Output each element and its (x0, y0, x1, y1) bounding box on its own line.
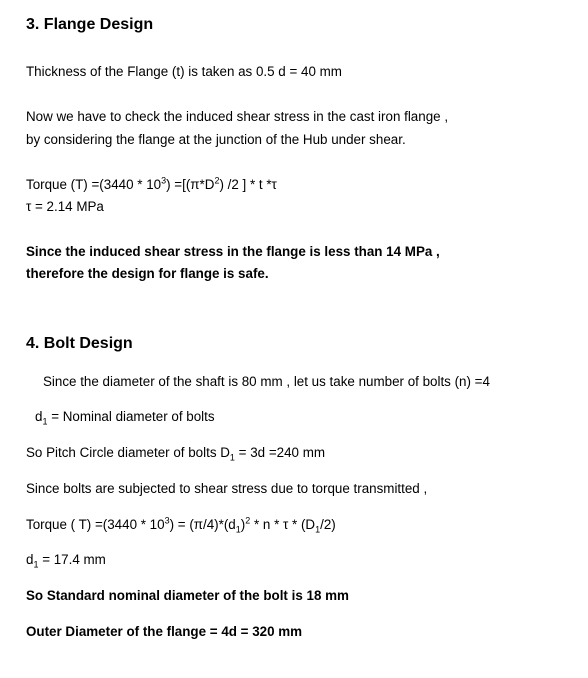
flange-torque-middle: ) =[(π*D (166, 177, 215, 192)
bolt-diameter-definition (35, 409, 215, 425)
d1-symbol: d (35, 409, 43, 424)
bolt-torque-equation (26, 517, 336, 533)
standard-bolt-diameter-text: So Standard nominal diameter of the bolt is 18 mm (26, 588, 349, 603)
bolt-torque-middle-2: ) (240, 517, 246, 532)
bolt-torque-middle-1: ) = (π/4)*(d (169, 517, 236, 532)
bolt-torque-prefix: Torque ( T) =(3440 * 10 (26, 517, 165, 532)
bolt-diameter-result (26, 552, 106, 568)
flange-thickness-text: Thickness of the Flange (t) is taken as 0.5 d = 40 mm (26, 64, 342, 79)
flange-torque-exponent-2: 2 (214, 175, 220, 186)
pitch-circle-diameter-text (26, 445, 325, 461)
d1-result-value: = 17.4 mm (38, 552, 106, 567)
flange-torque-equation (26, 177, 277, 193)
bolt-torque-middle-3: * n * τ * (D (250, 517, 316, 532)
bolt-torque-exponent: 3 (164, 515, 170, 526)
d1-result-symbol: d (26, 552, 34, 567)
section-4-heading: 4. Bolt Design (26, 335, 133, 352)
shaft-diameter-text: Since the diameter of the shaft is 80 mm , let us take number of bolts (n) =4 (43, 374, 490, 389)
flange-torque-prefix: Torque (T) =(3440 * 10 (26, 177, 162, 192)
flange-conclusion-line-2: therefore the design for flange is safe. (26, 266, 269, 281)
flange-conclusion-line-1: Since the induced shear stress in the flange is less than 14 MPa , (26, 244, 440, 259)
bolt-torque-subscript-1: 1 (235, 524, 241, 535)
section-3-heading: 3. Flange Design (26, 16, 154, 33)
shear-check-text-line-1: Now we have to check the induced shear stress in the cast iron flange , (26, 109, 449, 124)
flange-torque-exponent: 3 (161, 175, 167, 186)
d1-result-subscript: 1 (33, 559, 39, 570)
flange-torque-suffix: ) /2 ] * t *τ (219, 177, 277, 192)
flange-shear-stress-value: τ = 2.14 MPa (26, 199, 104, 214)
outer-flange-diameter-text: Outer Diameter of the flange = 4d = 320 mm (26, 624, 303, 639)
shear-check-text-line-2: by considering the flange at the junction of the Hub under shear. (26, 132, 406, 147)
pcd-subscript: 1 (229, 452, 235, 463)
bolt-torque-suffix: /2) (320, 517, 336, 532)
bolt-shear-text: Since bolts are subjected to shear stress due to torque transmitted , (26, 481, 428, 496)
d1-definition-text: = Nominal diameter of bolts (47, 409, 215, 424)
pcd-prefix: So Pitch Circle diameter of bolts D (26, 445, 230, 460)
bolt-torque-exponent-2: 2 (245, 515, 251, 526)
pcd-suffix: = 3d =240 mm (234, 445, 326, 460)
d1-subscript: 1 (42, 416, 48, 427)
bolt-torque-subscript-2: 1 (315, 524, 321, 535)
